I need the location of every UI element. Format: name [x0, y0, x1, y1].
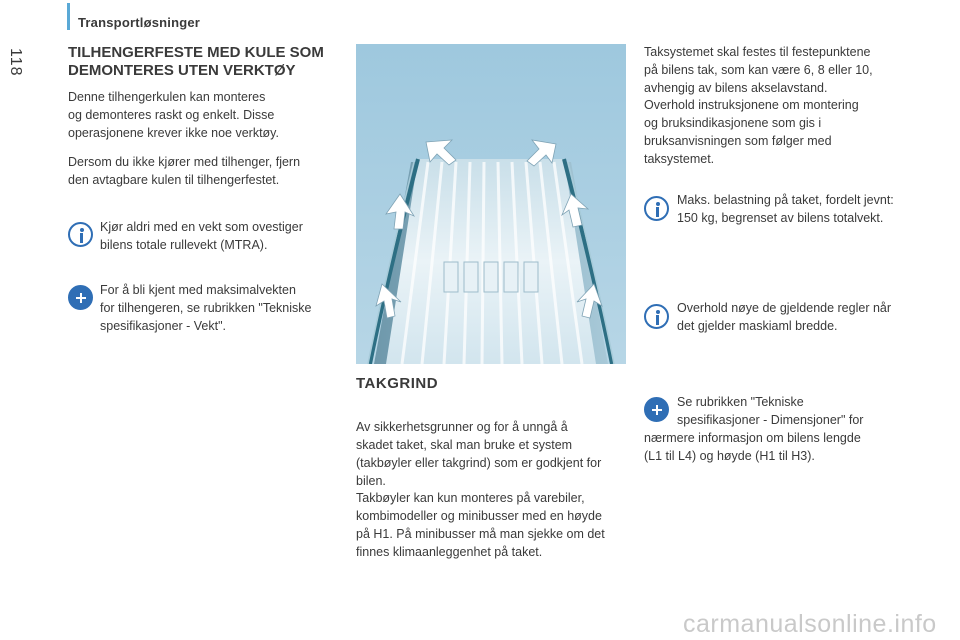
roof-load-note	[677, 191, 894, 227]
text-line: (L1 til L4) og høyde (H1 til H3).	[644, 449, 815, 463]
text-line: Overhold nøye de gjeldende regler når	[677, 301, 892, 315]
text-line: og demonteres raskt og enkelt. Disse	[68, 108, 275, 122]
page-number: 118	[7, 48, 24, 77]
section-header: Transportløsninger	[78, 15, 201, 30]
roof-illustration-svg	[356, 44, 626, 364]
text-line: spesifikasjoner - Vekt".	[100, 319, 227, 333]
tow-hitch-title-line-2: DEMONTERES UTEN VERKTØY	[68, 62, 296, 79]
plus-icon	[68, 285, 93, 310]
text-line: skadet taket, skal man bruke et system	[356, 438, 573, 452]
max-width-rules-note	[677, 299, 891, 335]
text-line: Dersom du ikke kjører med tilhenger, fjern	[68, 155, 301, 169]
roof-bars-eligibility-text	[356, 489, 605, 561]
trailer-weight-reference-note	[100, 281, 312, 335]
info-icon	[644, 304, 669, 329]
text-line: Kjør aldri med en vekt som ovestiger	[100, 220, 303, 234]
roof-system-mounting-text	[644, 43, 873, 97]
text-line: for tilhengeren, se rubrikken "Tekniske	[100, 301, 312, 315]
text-line: nærmere informasjon om bilens lengde	[644, 431, 861, 445]
info-icon	[644, 196, 669, 221]
text-line: operasjonene krever ikke noe verktøy.	[68, 126, 279, 140]
text-line: bilens totale rullevekt (MTRA).	[100, 238, 268, 252]
roof-rack-title: TAKGRIND	[356, 375, 439, 392]
tow-hitch-title-line-1: TILHENGERFESTE MED KULE SOM	[68, 44, 324, 61]
text-line: taksystemet.	[644, 152, 715, 166]
roof-rack-safety-text	[356, 418, 601, 490]
text-line: den avtagbare kulen til tilhengerfestet.	[68, 173, 280, 187]
text-line: Av sikkerhetsgrunner og for å unngå å	[356, 420, 568, 434]
text-line: finnes klimaanleggenhet på taket.	[356, 545, 543, 559]
tow-hitch-intro	[68, 88, 279, 142]
text-line: avhengig av bilens akselavstand.	[644, 81, 828, 95]
text-line: kombimodeller og minibusser med en høyde	[356, 509, 602, 523]
tow-hitch-removal-text	[68, 153, 300, 189]
info-icon	[68, 222, 93, 247]
text-line: bilen.	[356, 474, 386, 488]
text-line: på bilens tak, som kan være 6, 8 eller 10,	[644, 63, 873, 77]
text-line: spesifikasjoner - Dimensjoner" for	[677, 413, 864, 427]
text-line: Overhold instruksjonene om montering	[644, 98, 859, 112]
text-line: 150 kg, begrenset av bilens totalvekt.	[677, 211, 884, 225]
text-line: (takbøyler eller takgrind) som er godkjent for	[356, 456, 602, 470]
section-accent-bar	[67, 3, 70, 30]
dimensions-reference-note	[644, 393, 863, 465]
tow-hitch-title	[68, 44, 358, 80]
text-line: Taksystemet skal festes til festepunktene	[644, 45, 871, 59]
text-line: på H1. På minibusser må man sjekke om det	[356, 527, 605, 541]
text-line: Takbøyler kan kun monteres på varebiler,	[356, 491, 585, 505]
roof-rack-mounting-illustration	[356, 44, 626, 364]
text-line: det gjelder maskiaml bredde.	[677, 319, 838, 333]
text-line: bruksanvisningen som følger med	[644, 134, 832, 148]
roof-system-instructions-text	[644, 96, 859, 168]
text-line: For å bli kjent med maksimalvekten	[100, 283, 296, 297]
weight-warning-note	[100, 218, 303, 254]
watermark: carmanualsonline.info	[683, 610, 937, 638]
text-line: Maks. belastning på taket, fordelt jevnt:	[677, 193, 894, 207]
text-line: Se rubrikken "Tekniske	[677, 395, 804, 409]
text-line: Denne tilhengerkulen kan monteres	[68, 90, 266, 104]
text-line: og bruksindikasjonene som gis i	[644, 116, 822, 130]
